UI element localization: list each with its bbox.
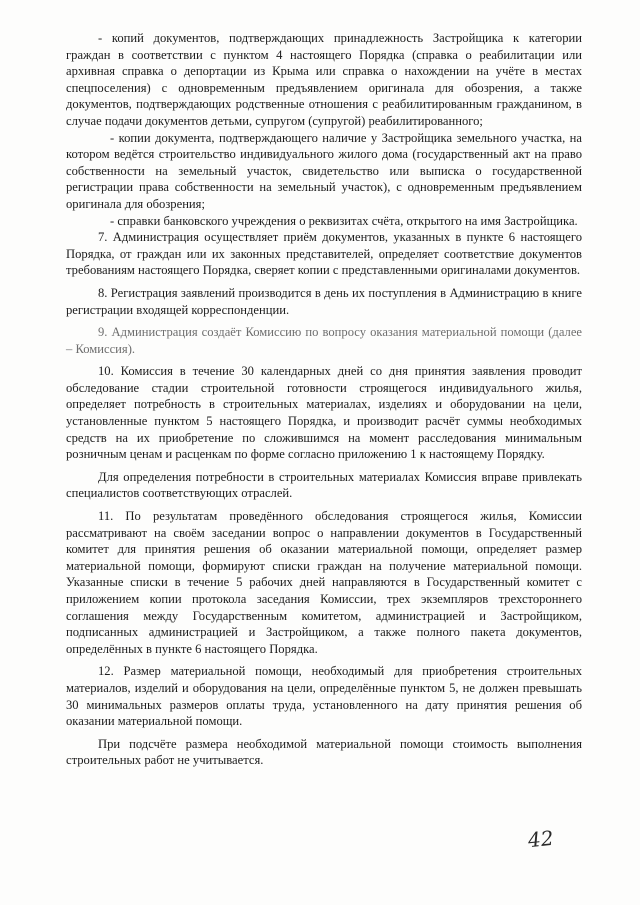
paragraph-specialists: Для определения потребности в строительных материалах Комиссия вправе привлекать специалистов соответствующих отраслей. (66, 469, 582, 501)
paragraph-10: 10. Комиссия в течение 30 календарных дней со дня принятия заявления проводит обследование стадии строительной готовности строящегося индивидуального жилья, определяет потребность в строительных материалах, изделиях и оборудовании на цели, установленные пунктом 5 настоящего Порядка, и производит расчёт суммы необходимых средств на их приобретение по сложившимся на момент расследования минимальным розничным ценам и расценкам по форме согласно приложению 1 к настоящему Порядку. (66, 364, 582, 462)
paragraph-12: 12. Размер материальной помощи, необходимый для приобретения строительных материалов, изделий и оборудования на цели, определённые пунктом 5, не должен превышать 30 минимальных размеров оплаты труда, установленного на дату принятия решения об оказании материальной помощи. (66, 664, 582, 729)
paragraph-8: 8. Регистрация заявлений производится в день их поступления в Администрацию в книге регистрации входящей корреспонденции. (66, 285, 582, 317)
page-number: 42 (526, 825, 555, 853)
document-body (66, 30, 582, 769)
paragraph-copies-category: - копий документов, подтверждающих принадлежность Застройщика к категории граждан в соответствии с пунктом 4 настоящего Порядка (справка о реабилитации или архивная справка о депортации из Крыма или справка о нахождении на учёте в местах спецпоселения) с одновременным предъявлением оригинала для обозрения, а также документов, подтверждающих родственные отношения с реабилитированным гражданином, в случае подачи документов детьми, супругом (супругой) реабилитированного; (66, 31, 582, 128)
paragraph-bank-certificate: - справки банковского учреждения о реквизитах счёта, открытого на имя Застройщика. (110, 213, 578, 228)
paragraph-construction-cost: При подсчёте размера необходимой материальной помощи стоимость выполнения строительных работ не учитывается. (66, 736, 582, 768)
paragraph-11: 11. По результатам проведённого обследования строящегося жилья, Комиссии рассматривают на своём заседании вопрос о направлении документов в Государственный комитет для принятия решения об оказании материальной помощи, определяет размер материальной помощи, формируют списки граждан на получение материальной помощи. Указанные списки в течение 5 рабочих дней направляются в Государственный комитет с приложением копии протокола заседания Комиссии, трех экземпляров трехстороннего соглашения между Государственным комитетом, администрацией и Застройщиком, подписанных администрацией и Застройщиком, а также полного пакета документов, определённых в пункте 6 настоящего Порядка. (66, 509, 582, 656)
paragraph-7: 7. Администрация осуществляет приём документов, указанных в пункте 6 настоящего Порядка, от граждан или их законных представителей, определяет соответствие документов требованиям настоящего Порядка, сверяет копии с представленными оригиналами документов. (66, 230, 582, 278)
paragraph-9: 9. Администрация создаёт Комиссию по вопросу оказания материальной помощи (далее – Комиссия). (66, 325, 582, 356)
paragraph-copies-land: - копии документа, подтверждающего наличие у Застройщика земельного участка, на котором ведётся строительство индивидуального жилого дома (государственный акт на право собственности на земельный участок, свидетельство или выписка о государственной регистрации права собственности на земельный участок), с одновременным предъявлением оригинала для обозрения; (66, 130, 582, 211)
